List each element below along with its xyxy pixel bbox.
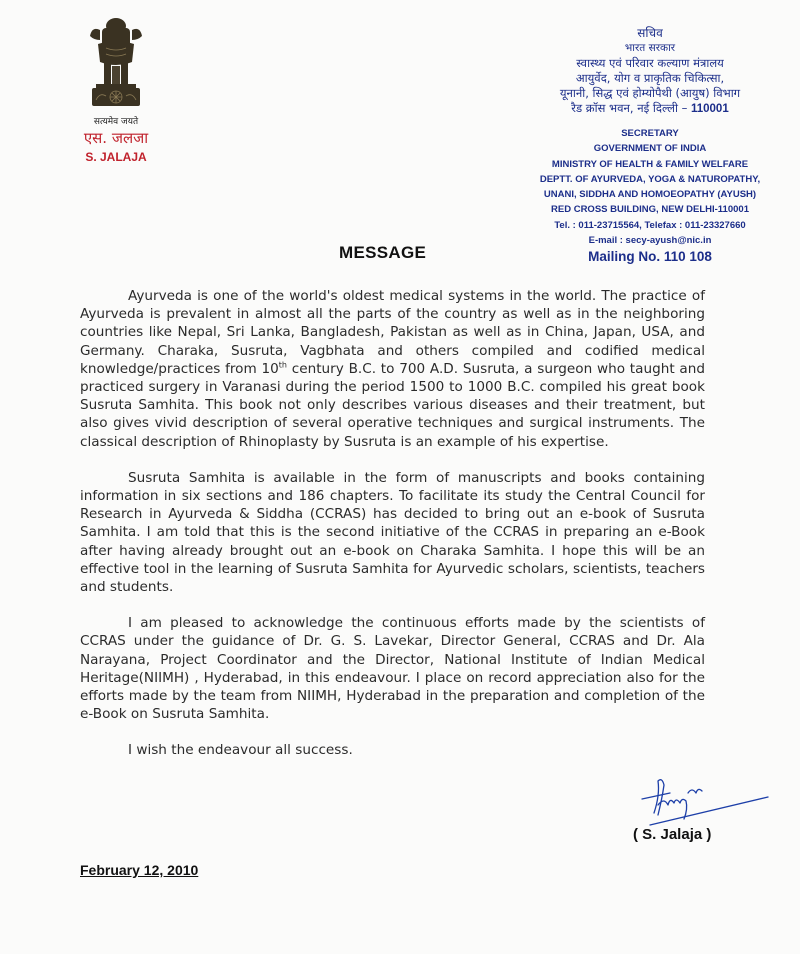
government-hindi: भारत सरकार xyxy=(624,42,676,54)
department-english-line1: DEPTT. OF AYURVEDA, YOGA & NATUROPATHY, xyxy=(539,173,761,185)
message-body xyxy=(80,287,705,778)
email-address: E-mail : secy-ayush@nic.in xyxy=(588,235,712,247)
department-hindi-line2: यूनानी, सिद्ध एवं होम्योपैथी (आयुष) विभाग xyxy=(559,86,741,100)
ministry-hindi: स्वास्थ्य एवं परिवार कल्याण मंत्रालय xyxy=(576,56,724,70)
ordinal-suffix: th xyxy=(278,360,287,370)
paragraph-3: I am pleased to acknowledge the continuous efforts made by the scientists of CCRAS under the guidance of Dr. G. S. Lavekar, Director General, CCRAS and Dr. Ala Narayana, Project Coordinator and the Director, National Institute of Indian Medical Heritage(NIIMH) , Hyderabad, in this endeavour. I place on record appreciation also for the efforts made by the team from NIIMH, Hyderabad in the preparation and completion of the e-Book on Susruta Samhita. xyxy=(80,615,705,723)
letterhead-hindi xyxy=(500,26,800,117)
signatory-name: ( S. Jalaja ) xyxy=(633,826,712,843)
sender-name-english: S. JALAJA xyxy=(85,150,147,164)
national-emblem-icon xyxy=(78,14,154,114)
paragraph-1-part-b: century B.C. to 700 A.D. Susruta, a surgeon who taught and practiced surgery in Varanasi during the period 1500 to 1000 B.C. compiled his great book Susruta Samhita. This book not only describes various diseases and their treatment, but also gives vivid description of several operative techniques and surgical instruments. The classical description of Rhinoplasty by Susruta is an example of his expertise. xyxy=(80,360,705,450)
sender-name-hindi: एस. जलजा xyxy=(83,129,149,147)
address-english: RED CROSS BUILDING, NEW DELHI-110001 xyxy=(551,204,749,216)
paragraph-4: I wish the endeavour all success. xyxy=(128,742,353,759)
department-english-line2: UNANI, SIDDHA AND HOMOEOPATHY (AYUSH) xyxy=(543,189,757,201)
address-hindi-text: रैड क्रॉस भवन, नई दिल्ली – xyxy=(571,101,688,115)
designation-hindi: सचिव xyxy=(637,26,663,40)
phone-numbers: Tel. : 011-23715564, Telefax : 011-23327660 xyxy=(554,219,746,231)
address-hindi-pin: 110001 xyxy=(690,103,729,115)
letterhead-english xyxy=(500,126,800,266)
paragraph-2: Susruta Samhita is available in the form of manuscripts and books containing information in six sections and 186 chapters. To facilitate its study the Central Council for Research in Ayurveda & Siddha (CCRAS) has decided to bring out an e-book of Susruta Samhita. I am told that this is the second initiative of the CCRAS in preparing an e-Book after having already brought out an e-book on Charaka Samhita. I hope this will be an effective tool in the learning of Susruta Samhita for Ayurvedic scholars, scientists, teachers and students. xyxy=(80,469,705,596)
paragraph-1-part-a: Ayurveda is one of the world's oldest medical systems in the world. The practice of Ayurveda is prevalent in almost all the parts of the country as well as in the neighboring countries like Nepal, Sri Lanka, Bangladesh, Pakistan as well as in China, Japan, USA, and Germany. Charaka, Susruta, Vagbhata and others compiled and codified medical knowledge/practices from 10 xyxy=(80,288,705,377)
emblem-motto: सत्यमेव जयते xyxy=(93,117,139,127)
address-hindi xyxy=(500,101,800,117)
designation-english: SECRETARY xyxy=(621,128,679,139)
mailing-number: Mailing No. 110 108 xyxy=(588,249,712,265)
ministry-english: MINISTRY OF HEALTH & FAMILY WELFARE xyxy=(551,158,749,170)
page-title: MESSAGE xyxy=(339,243,427,262)
letter-date: February 12, 2010 xyxy=(80,862,199,878)
government-english: GOVERNMENT OF INDIA xyxy=(593,143,707,155)
paragraph-1 xyxy=(80,287,705,451)
department-hindi-line1: आयुर्वेद, योग व प्राकृतिक चिकित्सा, xyxy=(575,71,725,85)
